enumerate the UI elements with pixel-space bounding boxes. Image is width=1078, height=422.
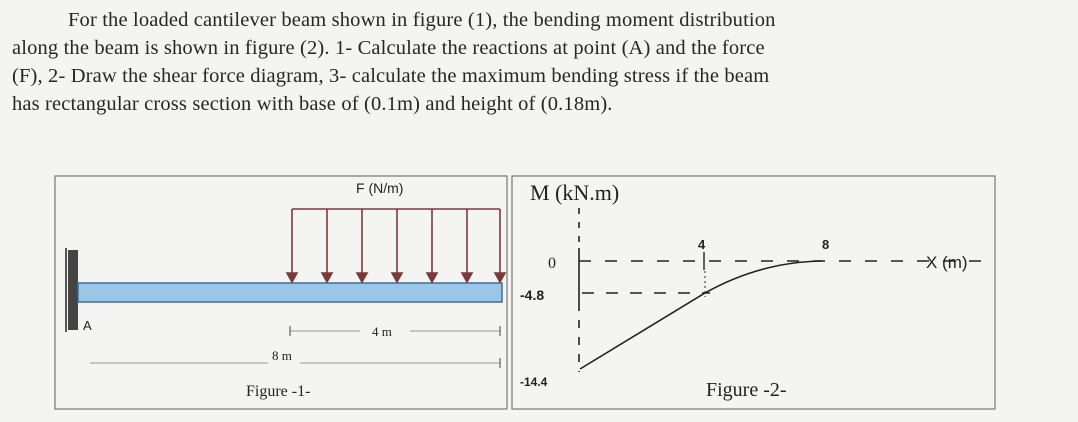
figure-2 xyxy=(512,176,995,409)
figure-1-caption: Figure -1- xyxy=(246,383,311,400)
moment-axis-label: M (kN.m) xyxy=(530,180,620,205)
figure-2-caption: Figure -2- xyxy=(706,379,787,401)
x-axis-label: X (m) xyxy=(926,253,968,272)
problem-line-1: For the loaded cantilever beam shown in figure (1), the bending moment distribution xyxy=(68,9,776,31)
load-label: F (N/m) xyxy=(356,180,404,196)
x-tick-4: 4 xyxy=(698,237,706,252)
moment-curve xyxy=(580,261,822,369)
figure-1 xyxy=(55,176,507,409)
fixed-support-wall xyxy=(68,250,78,330)
problem-line-4: has rectangular cross section with base of (0.1m) and height of (0.18m). xyxy=(12,93,613,115)
x-tick-8: 8 xyxy=(822,237,830,252)
beam xyxy=(78,283,502,302)
load-length-label: 4 m xyxy=(372,324,392,339)
support-label-a: A xyxy=(83,318,92,333)
origin-label: 0 xyxy=(548,255,556,272)
moment-value-1: -4.8 xyxy=(520,287,545,303)
problem-line-3: (F), 2- Draw the shear force diagram, 3- calculate the maximum bending stress if the beam xyxy=(12,65,770,87)
beam-length-label: 8 m xyxy=(272,348,292,363)
distributed-load xyxy=(287,209,505,282)
problem-line-2: along the beam is shown in figure (2). 1- Calculate the reactions at point (A) and the force xyxy=(12,37,765,59)
moment-value-2: -14.4 xyxy=(520,375,548,389)
